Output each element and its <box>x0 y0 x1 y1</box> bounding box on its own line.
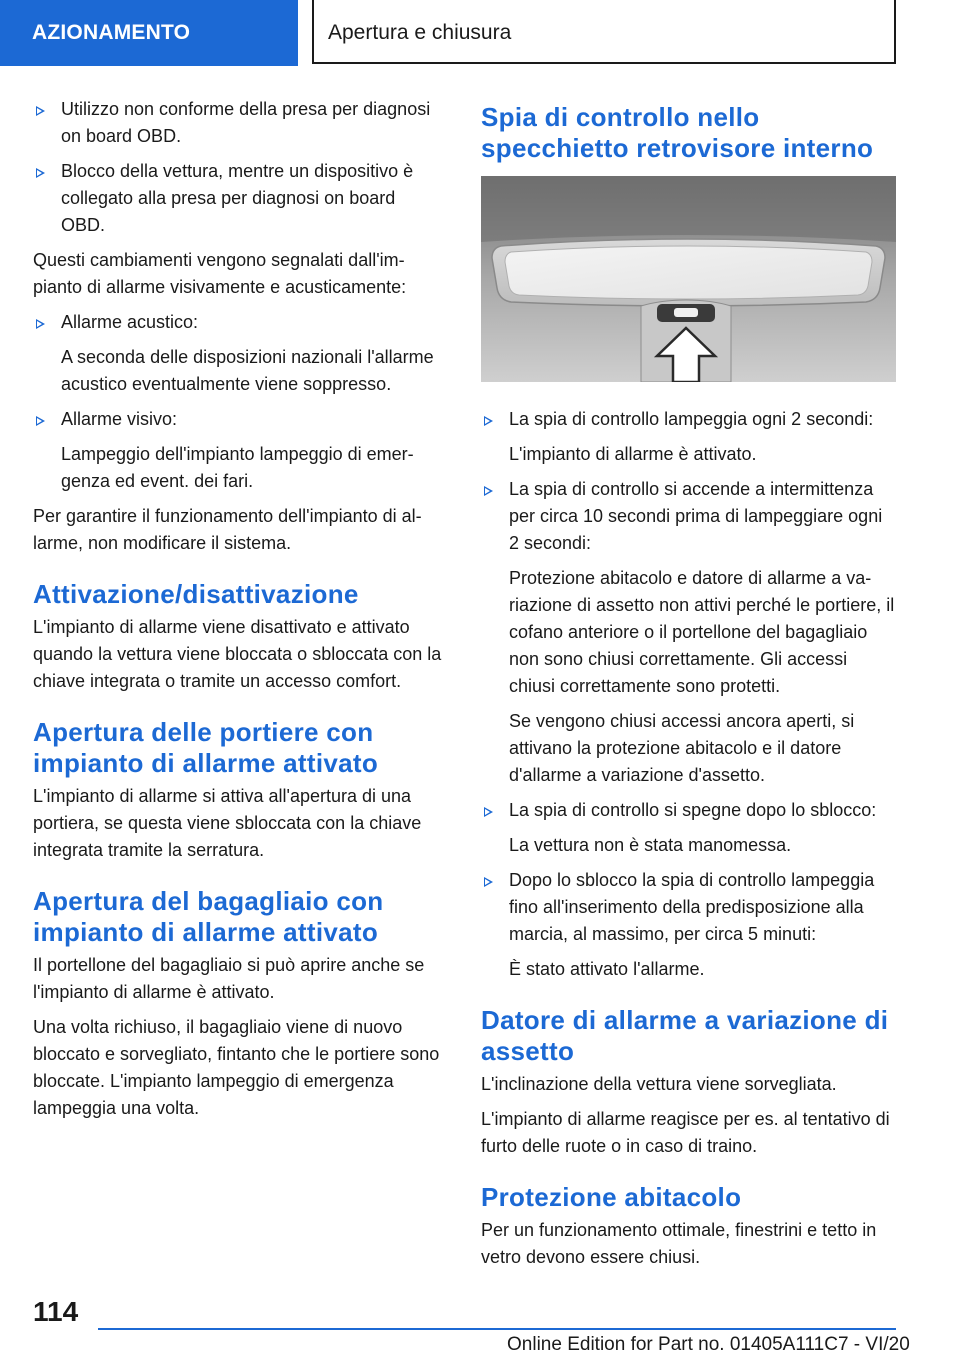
page-header <box>0 0 960 66</box>
rearview-mirror-illustration <box>481 176 896 382</box>
paragraph: Questi cambiamenti vengono segnalati dall'impianto di allarme visivamente e acusticamente: <box>33 250 407 297</box>
list-item: La spia di controllo lampeggia ogni 2 secondi: <box>481 406 896 433</box>
paragraph: L'impianto di allarme viene disattivato e attivato quando la vettura viene bloccata o sbloccata con la chiave integrata o tramite un accesso comfort. <box>33 617 442 691</box>
footer-divider <box>98 1328 896 1330</box>
heading-doors: Apertura delle portiere con impianto di allarme attivato <box>33 717 379 778</box>
edition-note: Online Edition for Part no. 01405A111C7 - VI/20 <box>507 1334 910 1355</box>
list-item-detail: A seconda delle disposizioni nazionali l'allarme acustico eventualmente viene soppresso. <box>61 347 434 394</box>
heading-activation: Attivazione/disattivazione <box>33 579 359 609</box>
paragraph: L'inclinazione della vettura viene sorvegliata. <box>481 1074 837 1094</box>
heading-tilt-sensor: Datore di allarme a variazione di assetto <box>481 1005 889 1066</box>
paragraph: Il portellone del bagagliaio si può aprire anche se l'impianto di allarme è attivato. <box>33 955 425 1002</box>
heading-indicator: Spia di controllo nello specchietto retrovisore interno <box>481 102 874 163</box>
section-tab: AZIONAMENTO <box>0 0 298 66</box>
left-column <box>33 96 443 1130</box>
list-item-detail: Lampeggio dell'impianto lampeggio di emergenza ed event. dei fari. <box>61 444 414 491</box>
list-item-detail: Se vengono chiusi accessi ancora aperti, si attivano la protezione abitacolo e il datore d'allarme a variazione d'assetto. <box>509 711 855 785</box>
list-item: Utilizzo non conforme della presa per diagnosi on board OBD. <box>33 96 443 150</box>
list-item-detail: È stato attivato l'allarme. <box>509 959 705 979</box>
paragraph: L'impianto di allarme reagisce per es. al tentativo di furto delle ruote o in caso di traino. <box>481 1109 890 1156</box>
right-column <box>481 96 896 1279</box>
list-item-alarm-acoustic: Allarme acustico: <box>33 309 443 336</box>
list-item: Blocco della vettura, mentre un dispositivo è collegato alla presa per diagnosi on board OBD. <box>33 158 443 239</box>
paragraph: Per garantire il funzionamento dell'impianto di allarme, non modificare il sistema. <box>33 506 422 553</box>
paragraph: L'impianto di allarme si attiva all'apertura di una portiera, se questa viene sbloccata con la chiave integrata tramite la serratura. <box>33 786 422 860</box>
paragraph: Per un funzionamento ottimale, finestrini e tetto in vetro devono essere chiusi. <box>481 1220 877 1267</box>
list-item: La spia di controllo si accende a intermittenza per circa 10 secondi prima di lampeggiare ogni 2 secondi: <box>481 476 896 557</box>
list-item-alarm-visual: Allarme visivo: <box>33 406 443 433</box>
page-number: 114 <box>33 1296 79 1327</box>
heading-interior-protection: Protezione abitacolo <box>481 1182 742 1212</box>
list-item-detail: La vettura non è stata manomessa. <box>509 835 792 855</box>
list-item: La spia di controllo si spegne dopo lo sblocco: <box>481 797 896 824</box>
chapter-title: Apertura e chiusura <box>312 0 896 64</box>
list-item: Dopo lo sblocco la spia di controllo lampeggia fino all'inserimento della predisposizione alla marcia, al massimo, per circa 5 minuti: <box>481 867 896 948</box>
list-item-detail: Protezione abitacolo e datore di allarme a variazione di assetto non attivi perché le portiere, il cofano anteriore o il portellone del bagagliaio non sono chiusi correttamente. Gli accessi chiusi correttamente sono protetti. <box>509 568 895 696</box>
heading-trunk: Apertura del bagagliaio con impianto di allarme attivato <box>33 886 384 947</box>
list-item-detail: L'impianto di allarme è attivato. <box>509 444 757 464</box>
paragraph: Una volta richiuso, il bagagliaio viene di nuovo bloccato e sorvegliato, fintanto che le portiere sono bloccate. L'impianto lampeggio di emergenza lampeggia una volta. <box>33 1017 440 1118</box>
